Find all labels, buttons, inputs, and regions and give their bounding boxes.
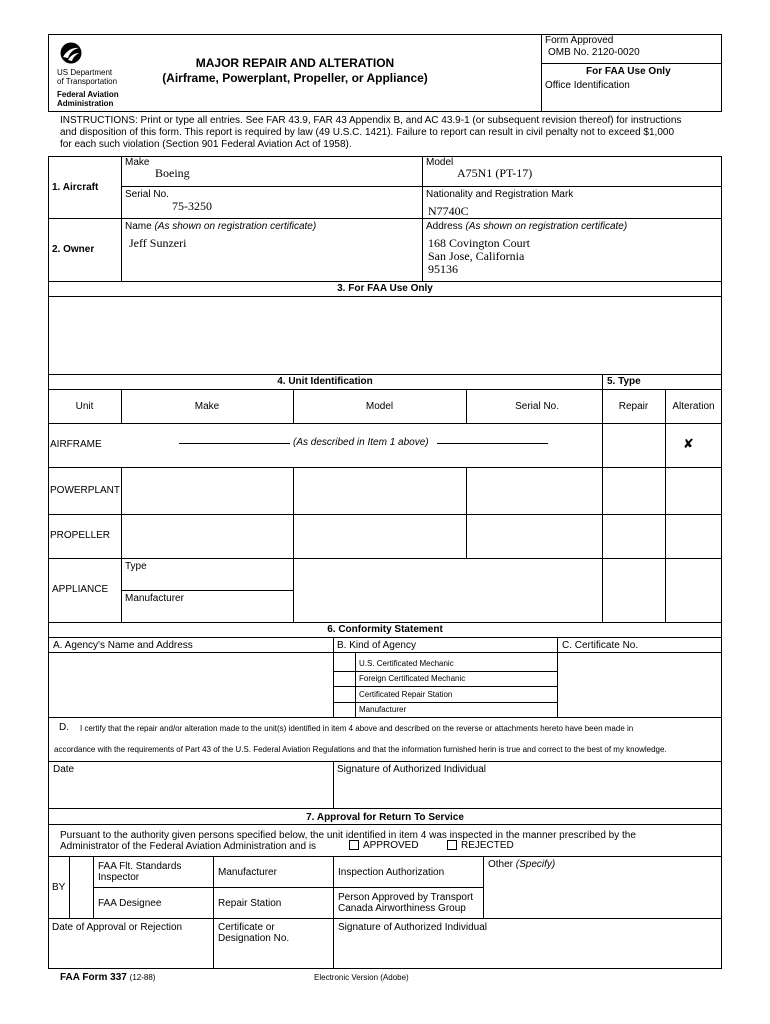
certificate-no-label: C. Certificate No. — [562, 640, 639, 651]
propeller-label: PROPELLER — [50, 530, 111, 541]
electronic-version-note: Electronic Version (Adobe) — [314, 973, 409, 982]
certify-d-label: D. — [59, 722, 69, 733]
rule — [48, 717, 722, 718]
form-number: FAA Form 337 (12-88) — [60, 972, 156, 983]
owner-address-label: Address (As shown on registration certificate) — [426, 221, 628, 232]
rule — [721, 622, 722, 809]
rejected-box-icon — [447, 840, 457, 850]
kind-manufacturer: Manufacturer — [359, 705, 407, 714]
rule — [721, 34, 722, 112]
instructions: INSTRUCTIONS: Print or type all entries. See FAR 43.9, FAR 43 Appendix B, and AC 43.9-1 (or subsequent revision thereof) for instructions and disposition of this form. This report is required by law (49 U.S.C. 1421). Failure to report can result in civil penalty not to exceed $1,000 for each such violation (Section 901 Federal Aviation Act of 1958). — [60, 115, 682, 150]
approval-line1: Pursuant to the authority given persons specified below, the unit identified in item 4 was inspected in the manner prescribed by the — [60, 830, 636, 841]
owner-address-value: 168 Covington Court San Jose, California 95136 — [428, 236, 531, 276]
rule — [48, 856, 722, 857]
form-subtitle: (Airframe, Powerplant, Propeller, or Appliance) — [162, 71, 428, 85]
rule — [721, 808, 722, 969]
rule — [48, 968, 722, 969]
col-alteration: Alteration — [672, 401, 715, 412]
type-title: 5. Type — [607, 376, 641, 387]
rule — [48, 467, 722, 468]
owner-section-label: 2. Owner — [52, 244, 95, 255]
rule — [293, 467, 294, 622]
make-value: Boeing — [155, 166, 190, 180]
form-approved-label: Form Approved — [545, 35, 614, 46]
rule — [48, 637, 722, 638]
rule — [333, 856, 334, 969]
make-label: Make — [125, 157, 150, 168]
agency-name-label: A. Agency's Name and Address — [53, 640, 193, 651]
approved-box-icon — [349, 840, 359, 850]
conformity-title: 6. Conformity Statement — [327, 624, 443, 635]
appliance-manufacturer-label: Manufacturer — [125, 593, 184, 604]
rule — [557, 637, 558, 717]
rule — [48, 622, 49, 809]
rule — [48, 824, 722, 825]
rule — [93, 887, 483, 888]
faa-use-section-title: 3. For FAA Use Only — [337, 283, 433, 294]
inspection-authorization: Inspection Authorization — [338, 867, 445, 878]
rule — [48, 34, 49, 112]
airframe-label: AIRFRAME — [50, 439, 102, 450]
nationality-label: Nationality and Registration Mark — [426, 189, 574, 200]
approval-signature-label: Signature of Authorized Individual — [338, 922, 487, 933]
rule — [665, 389, 666, 622]
airframe-note: (As described in Item 1 above) — [293, 437, 429, 448]
powerplant-label: POWERPLANT — [50, 485, 121, 496]
form-title: MAJOR REPAIR AND ALTERATION — [195, 56, 395, 70]
alteration-check-mark: ✘ — [683, 437, 694, 452]
conformity-signature-label: Signature of Authorized Individual — [337, 764, 486, 775]
rule — [48, 558, 722, 559]
conformity-date-label: Date — [53, 764, 75, 775]
model-label: Model — [426, 157, 454, 168]
rule — [483, 856, 484, 918]
appliance-label: APPLIANCE — [52, 584, 109, 595]
rule — [48, 389, 722, 390]
rule — [48, 761, 722, 762]
col-model: Model — [365, 401, 394, 412]
rule — [48, 281, 722, 282]
owner-name-value: Jeff Sunzeri — [129, 236, 187, 250]
approval-title: 7. Approval for Return To Service — [306, 812, 464, 823]
rule — [121, 156, 122, 282]
rule — [121, 467, 122, 622]
office-identification-label: Office Identification — [545, 80, 630, 91]
rule — [48, 514, 722, 515]
certify-line1: I certify that the repair and/or alteration made to the unit(s) identified in item 4 above and described on the reverse or attachments hereto have been made in — [80, 724, 634, 733]
col-serial: Serial No. — [515, 401, 559, 412]
rule — [48, 111, 722, 112]
faa-use-only-label: For FAA Use Only — [586, 66, 671, 77]
rule — [48, 652, 722, 653]
rule — [121, 186, 722, 187]
flt-standards-inspector: FAA Flt. Standards Inspector — [98, 861, 182, 883]
rule — [333, 686, 557, 687]
other-specify: Other (Specify) — [488, 859, 556, 870]
rule — [466, 467, 467, 558]
approval-manufacturer: Manufacturer — [218, 867, 277, 878]
kind-repair-station: Certificated Repair Station — [359, 690, 453, 699]
owner-name-label: Name (As shown on registration certificate) — [125, 221, 317, 232]
certify-line2: accordance with the requirements of Part 43 of the U.S. Federal Aviation Regulations and that the information furnished herin is true and correct to the best of my knowledge. — [54, 745, 667, 754]
rule — [48, 156, 49, 282]
by-label: BY — [52, 882, 66, 893]
col-make: Make — [194, 401, 220, 412]
rule — [48, 34, 722, 35]
rule — [48, 808, 49, 969]
rule — [437, 443, 548, 444]
rule — [48, 296, 722, 297]
person-approved-transport-canada: Person Approved by Transport Canada Airworthiness Group — [338, 892, 474, 914]
dot-logo-icon — [60, 42, 82, 64]
rule — [422, 156, 423, 282]
rule — [48, 918, 722, 919]
faa-designee: FAA Designee — [98, 898, 162, 909]
rule — [333, 702, 557, 703]
rule — [48, 218, 722, 219]
serial-value: 75-3250 — [172, 199, 212, 213]
serial-label: Serial No. — [125, 189, 169, 200]
date-of-approval-label: Date of Approval or Rejection — [52, 922, 183, 933]
kind-of-agency-label: B. Kind of Agency — [337, 640, 416, 651]
rule — [333, 671, 557, 672]
appliance-type-label: Type — [125, 561, 147, 572]
certificate-designation-label: Certificate or Designation No. — [218, 922, 290, 944]
rule — [355, 652, 356, 717]
kind-foreign-mechanic: Foreign Certificated Mechanic — [359, 674, 466, 683]
rule — [48, 374, 722, 375]
rejected-checkbox[interactable]: REJECTED — [447, 840, 514, 851]
rule — [333, 761, 334, 809]
approval-line2: Administrator of the Federal Aviation Administration and is — [60, 841, 317, 852]
rule — [48, 622, 722, 623]
rule — [213, 856, 214, 969]
approval-repair-station: Repair Station — [218, 898, 282, 909]
rule — [48, 423, 722, 424]
rule — [48, 808, 722, 809]
dept-name: US Department of Transportation — [57, 68, 118, 86]
omb-number: OMB No. 2120-0020 — [548, 47, 640, 58]
rule — [333, 637, 334, 717]
rule — [69, 856, 70, 918]
rule — [541, 34, 542, 112]
rule — [541, 63, 722, 64]
rule — [179, 443, 290, 444]
rule — [721, 156, 722, 282]
admin-name: Federal Aviation Administration — [57, 90, 119, 108]
aircraft-section-label: 1. Aircraft — [52, 182, 99, 193]
col-repair: Repair — [618, 401, 649, 412]
kind-us-mechanic: U.S. Certificated Mechanic — [359, 659, 454, 668]
col-unit: Unit — [75, 401, 94, 412]
rule — [121, 590, 293, 591]
nationality-value: N7740C — [428, 204, 469, 218]
approved-checkbox[interactable]: APPROVED — [349, 840, 419, 851]
unit-id-title: 4. Unit Identification — [277, 376, 373, 387]
model-value: A75N1 (PT-17) — [457, 166, 533, 180]
